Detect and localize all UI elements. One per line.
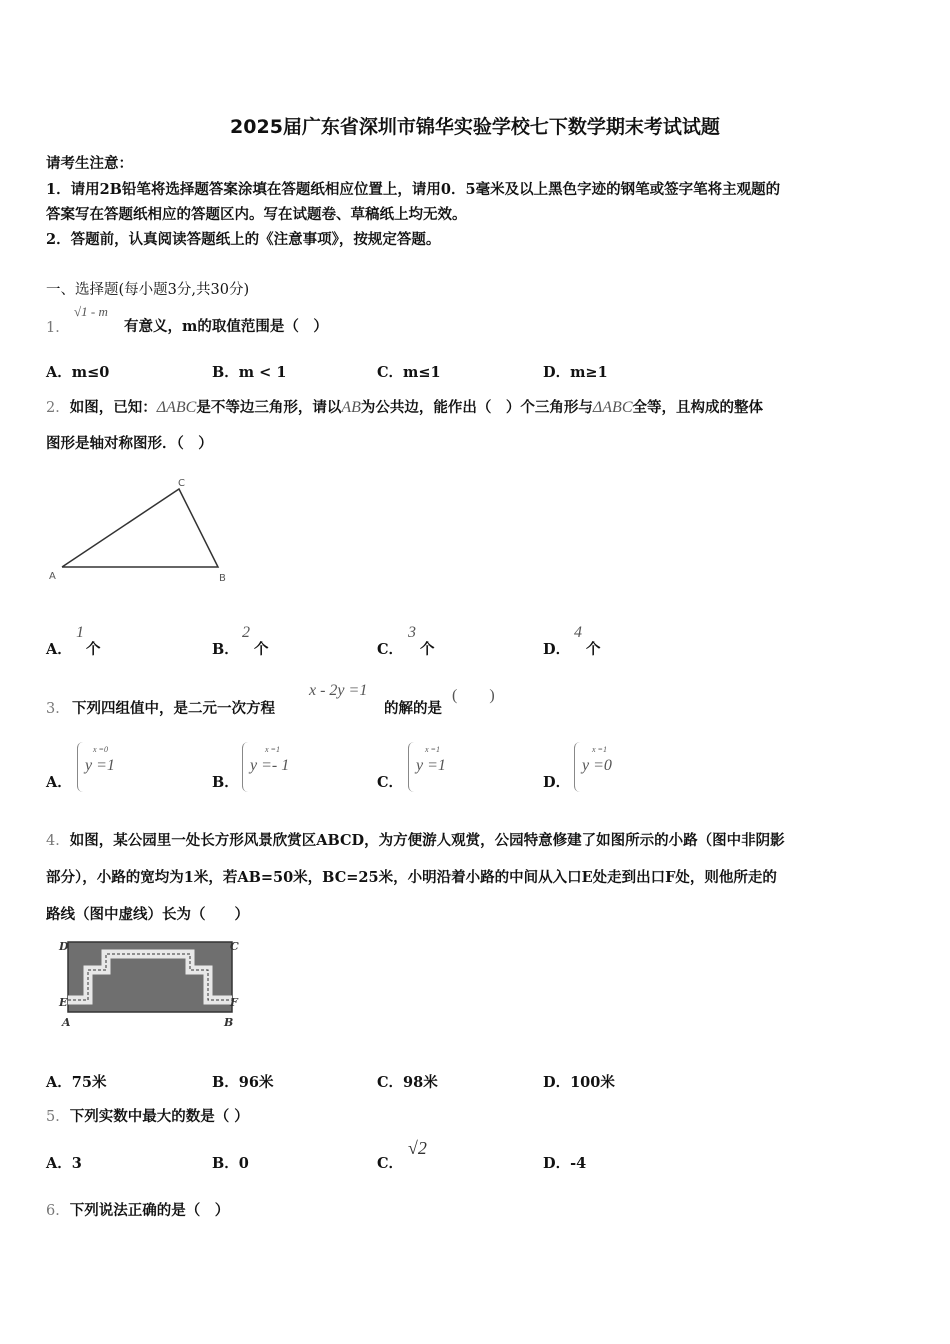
q4-option-a[interactable]: A．75米: [46, 1074, 107, 1091]
q3-option-c-bottom: y =1: [416, 757, 446, 774]
q4-option-d[interactable]: D．100米: [543, 1074, 615, 1091]
q1-option-b[interactable]: B．m < 1: [212, 364, 287, 381]
q3-option-d-bottom: y =0: [582, 757, 612, 774]
q1-option-d[interactable]: D．m≥1: [543, 364, 608, 381]
q3-paren: ( ): [452, 687, 495, 704]
q2-label-a: A: [49, 571, 56, 582]
q1-option-c[interactable]: C．m≤1: [377, 364, 441, 381]
q1-number: 1．: [46, 320, 70, 336]
notice-line-2: 2．答题前，认真阅读答题纸上的《注意事项》，按规定答题。: [46, 231, 441, 248]
q4-option-c[interactable]: C．98米: [377, 1074, 438, 1091]
q5-option-c-value: √2: [408, 1138, 427, 1158]
svg-text:F: F: [230, 996, 238, 1009]
q2-option-b-unit: 个: [254, 641, 269, 658]
q3-option-c[interactable]: C．: [377, 774, 404, 791]
svg-text:B: B: [224, 1016, 234, 1028]
q3-option-a-top: x =0: [93, 745, 108, 754]
q3-option-a-brace: [77, 742, 83, 792]
q2-line-2: 图形是轴对称图形．（ ）: [46, 435, 213, 452]
q3-option-b-top: x =1: [265, 745, 280, 754]
q2-option-c[interactable]: C．: [377, 641, 404, 658]
q4-line-3: 路线（图中虚线）长为（ ）: [46, 906, 249, 923]
q1-sqrt-expression: √1 - m: [74, 304, 108, 319]
q2-option-d-unit: 个: [586, 641, 601, 658]
notice-line-1b: 答案写在答题纸相应的答题区内。写在试题卷、草稿纸上均无效。: [46, 206, 467, 223]
q3-option-b-brace: [242, 742, 248, 792]
q4-line-2: 部分），小路的宽均为1米，若AB=50米，BC=25米，小明沿着小路的中间从入口E处走到出口F处，则他所走的: [46, 869, 777, 886]
q3-option-d[interactable]: D．: [543, 774, 571, 791]
q5-text: 5．下列实数中最大的数是（ ）: [46, 1108, 249, 1125]
q2-label-c: C: [178, 478, 185, 489]
q2-option-a[interactable]: A．: [46, 641, 72, 658]
q2-option-a-value: 1: [76, 624, 84, 641]
q5-option-c[interactable]: C．: [377, 1155, 404, 1172]
q3-text-2: 的解的是: [384, 700, 442, 717]
svg-text:D: D: [59, 940, 69, 953]
q3-option-d-brace: [574, 742, 580, 792]
q3-option-b[interactable]: B．: [212, 774, 239, 791]
q2-triangle-figure: [44, 472, 244, 587]
notice-line-1: 1．请用2B铅笔将选择题答案涂填在答题纸相应位置上，请用0．5毫米及以上黑色字迹的钢笔或签字笔将主观题的: [46, 181, 781, 198]
q5-option-b[interactable]: B．0: [212, 1155, 249, 1172]
section-heading: 一、选择题(每小题3分,共30分): [46, 282, 250, 298]
q3-equation: x - 2y =1: [309, 682, 368, 699]
svg-text:A: A: [62, 1016, 71, 1028]
q2-option-d-value: 4: [574, 624, 582, 641]
q4-option-b[interactable]: B．96米: [212, 1074, 274, 1091]
svg-text:C: C: [230, 940, 239, 953]
q5-option-a[interactable]: A．3: [46, 1155, 82, 1172]
q2-option-d[interactable]: D．: [543, 641, 571, 658]
q2-option-c-value: 3: [408, 624, 416, 641]
q5-option-d[interactable]: D．-4: [543, 1155, 587, 1172]
q6-text: 6．下列说法正确的是（ ）: [46, 1202, 230, 1219]
svg-text:E: E: [59, 996, 68, 1009]
q2-label-b: B: [219, 573, 226, 584]
q3-option-d-top: x =1: [592, 745, 607, 754]
q3-option-b-bottom: y =- 1: [250, 757, 290, 774]
q3-number: 3．: [46, 701, 70, 717]
q4-park-figure: [58, 940, 240, 1028]
q3-option-a[interactable]: A．: [46, 774, 72, 791]
q2-option-b-value: 2: [242, 624, 250, 641]
q1-text: 有意义，m的取值范围是（ ）: [124, 318, 328, 335]
q3-text-1: 下列四组值中，是二元一次方程: [72, 700, 275, 717]
q2-option-a-unit: 个: [86, 641, 101, 658]
q2-option-c-unit: 个: [420, 641, 435, 658]
q3-option-a-bottom: y =1: [85, 757, 115, 774]
q2-line-1: 2．如图，已知：ΔABC是不等边三角形，请以AB为公共边，能作出（ ）个三角形与ΔABC全等，且构成的整体: [46, 399, 763, 416]
q3-option-c-brace: [408, 742, 414, 792]
q2-option-b[interactable]: B．: [212, 641, 239, 658]
q1-option-a[interactable]: A．m≤0: [46, 364, 110, 381]
notice-heading: 请考生注意：: [46, 155, 133, 172]
q4-line-1: 4．如图，某公园里一处长方形风景欣赏区ABCD，为方便游人观赏，公园特意修建了如图所示的小路（图中非阴影: [46, 832, 785, 849]
page-title: 2025届广东省深圳市锦华实验学校七下数学期末考试试题: [230, 116, 720, 138]
q3-option-c-top: x =1: [425, 745, 440, 754]
